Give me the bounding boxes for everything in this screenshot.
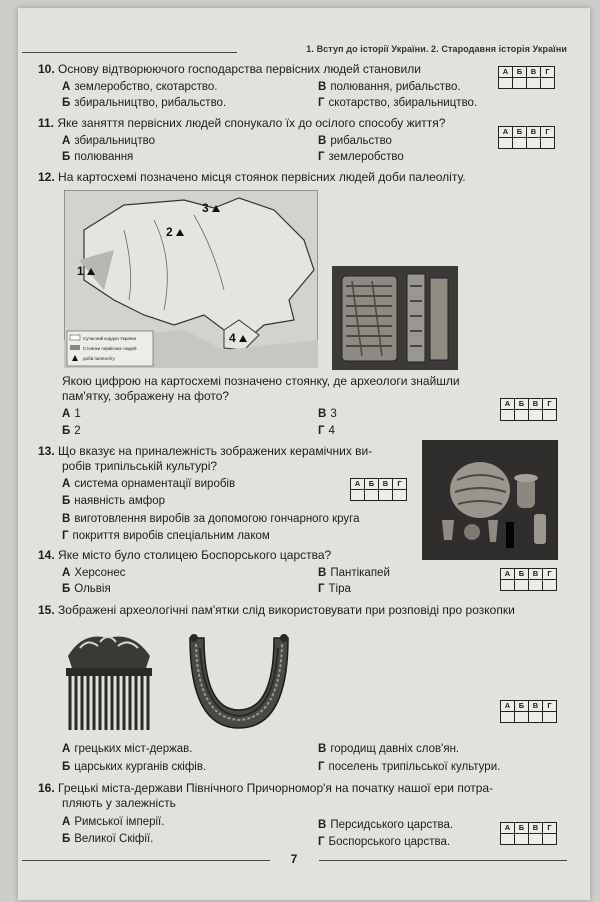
q16-option-v[interactable]: В Персидського царства. — [318, 819, 454, 831]
map-marker-3: 3 — [202, 201, 209, 215]
svg-text:доби палеоліту: доби палеоліту — [83, 356, 115, 361]
q13-option-b[interactable]: Б наявність амфор — [62, 495, 166, 507]
q15-option-a[interactable]: А грецьких міст-держав. — [62, 743, 193, 755]
q10-option-b[interactable]: Б збиральництво, рибальство. — [62, 97, 227, 109]
q12-option-b[interactable]: Б 2 — [62, 425, 81, 437]
question-11: 11. Яке заняття первісних людей спонукало їх до осілого способу життя? — [38, 116, 446, 130]
q14-option-g[interactable]: Г Тіра — [318, 583, 351, 595]
paleolithic-map — [64, 190, 318, 368]
q13-answer-grid[interactable]: А Б В Г — [350, 478, 407, 501]
q10-answer-grid[interactable]: А Б В Г — [498, 66, 555, 89]
q10-option-a[interactable]: А землеробство, скотарство. — [62, 81, 218, 93]
question-13-text-line1: Що вказує на приналежність зображених керамічних ви- — [58, 444, 373, 458]
question-16: 16. Грецькі міста-держави Північного Причорномор'я на початку нашої ери потра- — [38, 781, 494, 795]
q11-option-v[interactable]: В рибальство — [318, 135, 392, 147]
map-marker-1: 1 — [77, 264, 84, 278]
q11-option-a[interactable]: А збиральництво — [62, 135, 155, 147]
q13-option-a[interactable]: А система орнаментації виробів — [62, 478, 236, 490]
question-16-text-line1: Грецькі міста-держави Північного Причорномор'я на початку нашої ери потра- — [58, 781, 494, 795]
svg-text:Стоянки первісних людей: Стоянки первісних людей — [83, 346, 137, 351]
page-number: 7 — [290, 852, 298, 866]
q15-option-b[interactable]: Б царських курганів скіфів. — [62, 761, 207, 773]
question-11-text: Яке заняття первісних людей спонукало їх до осілого способу життя? — [57, 116, 446, 130]
question-10-text: Основу відтворюючого господарства первісних людей становили — [58, 62, 421, 76]
question-10: 10. Основу відтворюючого господарства первісних людей становили — [38, 62, 421, 76]
artifact-photo — [332, 266, 458, 370]
q15-option-v[interactable]: В городищ давніх слов'ян. — [318, 743, 460, 755]
q11-option-g[interactable]: Г землеробство — [318, 151, 404, 163]
question-14: 14. Яке місто було столицею Боспорського царства? — [38, 548, 332, 562]
page-header — [22, 44, 567, 58]
q12-option-g[interactable]: Г 4 — [318, 425, 335, 437]
q11-option-b[interactable]: Б полювання — [62, 151, 134, 163]
q14-option-a[interactable]: А Херсонес — [62, 567, 126, 579]
header-rule — [22, 52, 237, 53]
scythian-comb-image — [58, 626, 160, 736]
q12-answer-grid[interactable]: А Б В Г — [500, 398, 557, 421]
question-14-text: Яке місто було столицею Боспорського царства? — [58, 548, 332, 562]
q15-answer-grid[interactable]: А Б В Г — [500, 700, 557, 723]
q10-option-g[interactable]: Г скотарство, збиральництво. — [318, 97, 478, 109]
footer-rule-left — [22, 860, 270, 861]
svg-text:Сучасний кордон України: Сучасний кордон України — [83, 336, 137, 341]
q14-answer-grid[interactable]: А Б В Г — [500, 568, 557, 591]
question-13: 13. Що вказує на приналежність зображених керамічних ви- — [38, 444, 373, 458]
q14-option-v[interactable]: В Пантікапей — [318, 567, 390, 579]
q16-answer-grid[interactable]: А Б В Г — [500, 822, 557, 845]
q12-question-line1: Якою цифрою на картосхемі позначено стоянку, де археологи знайшли — [62, 374, 460, 388]
q15-option-g[interactable]: Г поселень трипільської культури. — [318, 761, 501, 773]
header-title: 1. Вступ до історії України. 2. Стародавня історія України — [306, 44, 567, 54]
page-footer — [22, 852, 567, 866]
map-marker-4: 4 — [229, 331, 236, 345]
q12-question-line2: пам'ятку, зображену на фото? — [62, 389, 230, 403]
q11-answer-grid[interactable]: А Б В Г — [498, 126, 555, 149]
q13-option-v[interactable]: В виготовлення виробів за допомогою гончарного круга — [62, 513, 360, 525]
q13-option-g[interactable]: Г покриття виробів спеціальним лаком — [62, 530, 270, 542]
q16-option-a[interactable]: А Римської імперії. — [62, 816, 165, 828]
map-marker-2: 2 — [166, 225, 173, 239]
pottery-photo — [422, 440, 558, 560]
question-12: 12. На картосхемі позначено місця стоянок первісних людей доби палеоліту. — [38, 170, 466, 184]
q12-option-v[interactable]: В 3 — [318, 408, 337, 420]
question-15: 15. Зображені археологічні пам'ятки слід використовувати при розповіді про розкопки — [38, 603, 515, 617]
q12-option-a[interactable]: А 1 — [62, 408, 81, 420]
q16-option-g[interactable]: Г Боспорського царства. — [318, 836, 451, 848]
footer-rule-right — [319, 860, 567, 861]
scythian-pectoral-image — [182, 630, 296, 734]
q10-option-v[interactable]: В полювання, рибальство. — [318, 81, 461, 93]
question-16-text-line2: пляють у залежність — [62, 796, 176, 810]
q14-option-b[interactable]: Б Ольвія — [62, 583, 111, 595]
question-13-text-line2: робів трипільській культурі? — [62, 459, 218, 473]
question-12-text: На картосхемі позначено місця стоянок первісних людей доби палеоліту. — [58, 170, 466, 184]
q16-option-b[interactable]: Б Великої Скіфії. — [62, 833, 154, 845]
question-15-text: Зображені археологічні пам'ятки слід використовувати при розповіді про розкопки — [58, 603, 515, 617]
